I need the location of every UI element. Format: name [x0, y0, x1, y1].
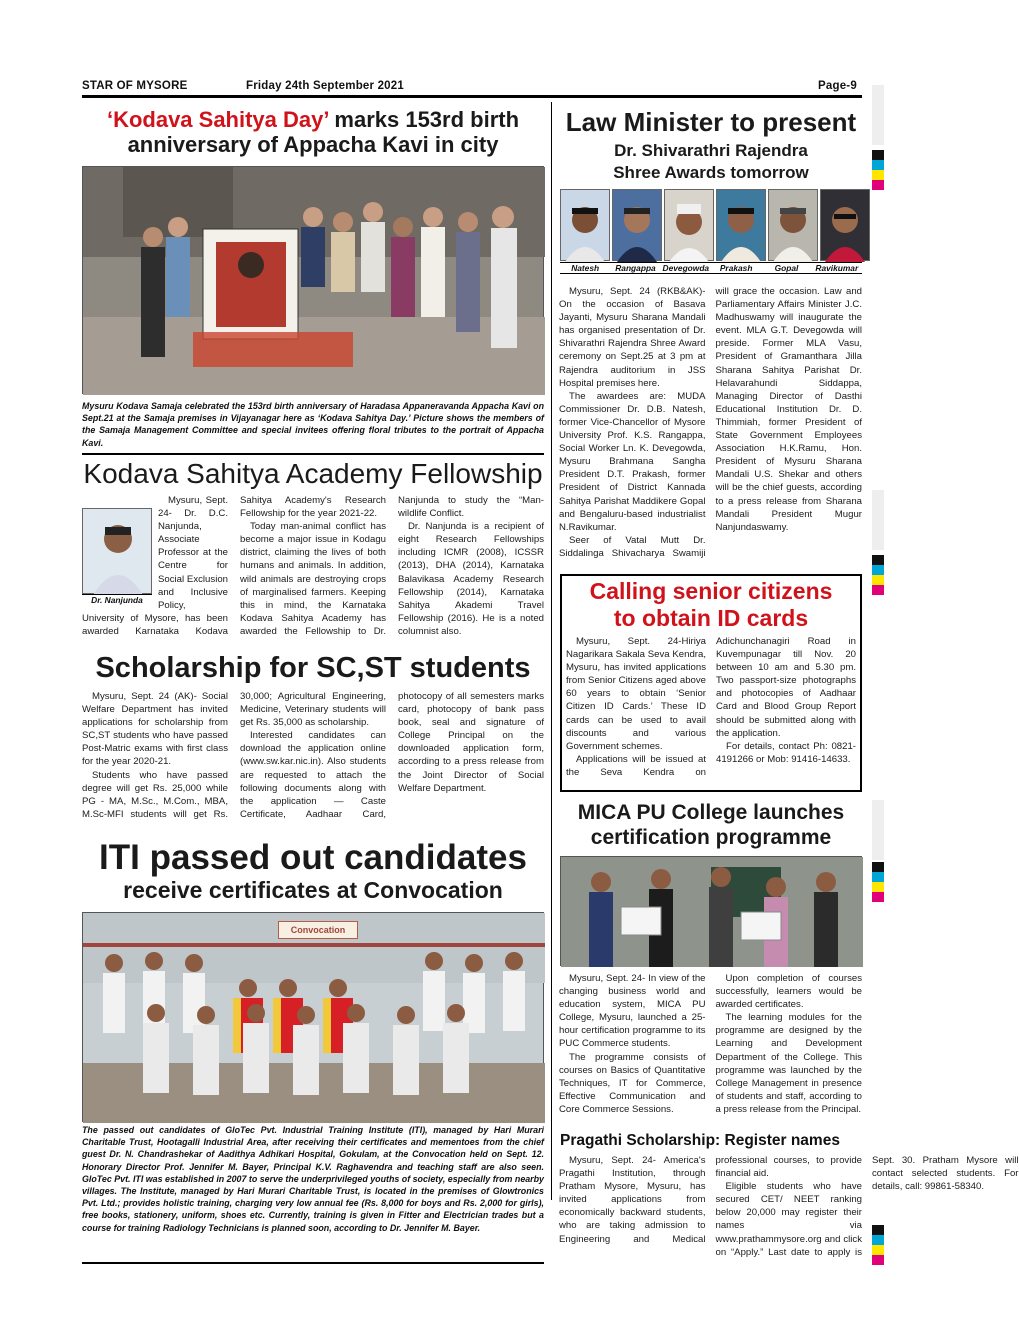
group-photo-illustration	[83, 913, 545, 1123]
portrait-natesh	[560, 189, 610, 261]
senior-citizens-body: Mysuru, Sept. 24-Hiriya Nagarikara Sakala Seva Kendra, Mysuru, has invited applications from Senior Citizens aged above 60 years to obtain ‘Senior Citizen ID Cards.’ These ID cards can be used to avail discounts and various Government schemes. Applications will be issued at the Seva Kendra on Adichunchanagiri Road in Kuvempunagar till Nov. 20 between 10 am and 5.30 pm. Two passport-size photographs and photocopies of Aadhaar Card and Blood Group Report should be submitted along with the application. For details, contact Ph: 0821-4191266 or Mob: 91416-14633.	[566, 636, 856, 778]
color-registration-mark	[872, 555, 884, 595]
section-rule	[82, 453, 544, 455]
awardee-names	[560, 262, 862, 274]
fellowship-headline: Kodava Sahitya Academy Fellowship	[83, 458, 543, 489]
pragathi-headline: Pragathi Scholarship: Register names	[560, 1132, 840, 1149]
kodava-day-headline: ‘Kodava Sahitya Day’ marks 153rd birth anniversary of Appacha Kavi in city	[106, 107, 520, 157]
law-subhead: Dr. Shivarathri Rajendra Shree Awards tomorrow	[613, 141, 809, 182]
fellowship-portrait-caption: Dr. Nanjunda	[82, 594, 152, 605]
scholarship-headline: Scholarship for SC,ST students	[95, 652, 531, 684]
kodava-day-photo	[82, 166, 544, 394]
mica-headline: MICA PU College launches certification programme	[577, 801, 845, 849]
law-headline: Law Minister to present	[565, 107, 857, 137]
portrait-ravikumar	[820, 189, 870, 261]
scholarship-body: Mysuru, Sept. 24 (AK)- Social Welfare Department has invited applications for scholarship from SC,ST students who have passed Post-Matric exams with first class for the year 2020-21. Students who have passed degree will get Rs. 25,000 while PG - MA, M.Sc., M.Com., MBA, M.Sc-MFI students will get Rs. 30,000; Agricultural Engineering, Medicine, Veterinary students will get Rs. 35,000 as scholarship. Interested candidates can download the application online (www.sw.kar.nic.in). Also students are requested to attach the following documents along with the application — Caste Certificate, Aadhaar Card, photocopy of all semesters marks card, photocopy of bank pass book, seal and signature of College Principal on the downloaded application form, according to a press release from the Joint Director of Social Welfare Department.	[82, 691, 544, 820]
awardee-name: Ravikumar	[815, 263, 859, 273]
portrait-prakash	[716, 189, 766, 261]
kodava-day-headline-highlight: ‘Kodava Sahitya Day’	[106, 107, 329, 132]
iti-headline: ITI passed out candidates	[99, 838, 527, 877]
header-rule	[82, 95, 862, 98]
column-divider	[551, 102, 552, 1200]
law-body: Mysuru, Sept. 24 (RKB&AK)- On the occasion of Basava Jayanti, Mysuru Sharana Mandali has organised presentation of Dr. Shivarathri Rajendra Shree Award ceremony on Sept.25 at 3 pm at Rajendra auditorium in JSS Hospital premises here. The awardees are: MUDA Commissioner Dr. D.B. Natesh, former Vice-Chancellor of Mysore University Prof. K.S. Rangappa, Social Worker Ln. K. Devegowda, Mysuru Brahmana Sangha President D.T. Prakash, former President of District Kannada Sahitya Parishat Maddikere Gopal and Bengaluru-based industrialist N.Ravikumar. Seer of Vatal Mutt Dr. Siddalinga Shivacharya Swamiji will grace the occasion. Law and Parliamentary Affairs Minister J.C. Madhuswamy will inaugurate the event. MLA G.T. Devegowda will preside. Former MLA Vasu, President of Gramanthara Jilla Sharana Sahitya Parishat Dr. Helavarahundi Siddappa, Managing Director of Dasthi Educational Institution Dr. D. Thimmiah, former President of State Government Employees Association H.K.Ramu, Hon. President of Mysuru Sharana Mandali U.S. Shekar and others will be the chief guests, according to a press release from Sharana Mandali President Mugur Nanjundaswamy.	[559, 286, 862, 559]
awardee-name: Rangappa	[615, 263, 656, 273]
pragathi-body: Mysuru, Sept. 24- America's Pragathi Institution, through Pratham Mysore, Mysuru, has invited applications from economically backward students, who are taking admission to Engineering and Medical professional courses, to provide financial aid. Eligible students who have secured CET/ NEET ranking below 20,000 may register their names via www.prathammysore.org and click on “Apply.” Last date to apply is Sept. 30. Pratham Mysore will contact selected students. For details, call: 99861-58340.	[559, 1155, 1019, 1258]
color-registration-mark	[872, 150, 884, 190]
portrait-spacer	[82, 494, 158, 608]
masthead-paper-name: STAR OF MYSORE	[82, 80, 188, 92]
iti-caption: The passed out candidates of GloTec Pvt. Industrial Training Institute (ITI), managed by Hari Murari Charitable Trust, Hootagalli Industrial Area, after receiving their certificates and mementoes from the chief guest Dr. N. Chandrashekar of Aadithya Adhikari Hospital, Gokulam, at the Convocation held on Sept. 12. Honorary Director Prof. Jennifer M. Bayer, Principal K.V. Raghavendra and teaching staff are also seen. GloTec Pvt. ITI was established in 2007 to serve the underprivileged youths of society, especially from nearby villages. The Institute, managed by Hari Murari Charitable Trust, is located in the premises of Glowtronics Pvt. Ltd.; provides holistic training, charging very low annual fee (Rs. 8,000 for boys and Rs. 2,000 for girls), free books, stationery, uniform, shoes etc. Currently, training is given in Fitter and Electrician trades but a course for training Radiology Technicians is planned soon, according to Dr. Jennifer M. Bayer.	[82, 1125, 544, 1233]
page-number: Page-9	[818, 80, 857, 92]
kodava-day-caption: Mysuru Kodava Samaja celebrated the 153rd birth anniversary of Haradasa Appaneravanda Appacha Kavi on Sept.21 at the Samaja premises in Vijayanagar here as ‘Kodava Sahitya Day.’ Picture shows the members of the Samaja Management Committee and special invitees offering floral tributes to the portrait of Appacha Kavi.	[82, 401, 544, 448]
section-rule	[82, 1262, 544, 1264]
print-margin-strip	[872, 85, 884, 145]
crowd-photo-illustration	[83, 167, 545, 395]
ceremony-photo-illustration	[561, 857, 863, 967]
iti-subhead: receive certificates at Convocation	[123, 877, 503, 903]
portrait-devegowda	[664, 189, 714, 261]
awardee-name: Gopal	[774, 263, 799, 273]
print-margin-strip	[872, 800, 884, 860]
masthead-date: Friday 24th September 2021	[246, 80, 404, 92]
mica-photo	[560, 856, 862, 966]
fellowship-body: Mysuru, Sept. 24- Dr. D.C. Nanjunda, Associate Professor at the Centre for Social Exclusion and Inclusive Policy, University of Mysore, has been awarded Karnataka Kodava Sahitya Academy's Research Fellowship for the year 2021-22. Today man-animal conflict has become a major issue in Kodagu district, claiming the lives of both humans and animals. In addition, wild animals are destroying crops of marginalised farmers. Keeping this in mind, the Karnataka Kodava Sahitya Academy has awarded the Fellowship to Dr. Nanjunda to study the “Man-wildlife Conflict. Dr. Nanjunda is a recipient of eight Research Fellowships including ICMR (2008), ICSSR (2013), DHA (2014), Karnataka Balavikasa Academy Research Fellowship (2014), Karnataka Sahitya Akademi Travel Fellowship (2016). He is a noted columnist also.	[82, 495, 544, 637]
color-registration-mark	[872, 1225, 884, 1265]
senior-citizens-headline: Calling senior citizens to obtain ID cards	[589, 578, 833, 631]
iti-convocation-photo	[82, 912, 544, 1122]
awardee-name: Prakash	[719, 263, 753, 273]
portrait-gopal	[768, 189, 818, 261]
color-registration-mark	[872, 862, 884, 902]
mica-body: Mysuru, Sept. 24- In view of the changing business world and education system, MICA PU College, Mysuru, launched a 25-hour certification programme to its PUC Commerce students. The programme consists of courses on Basics of Quantitative Techniques, IT for Commerce, Effective Communication and Core Commerce Sessions. Upon completion of courses successfully, learners would be awarded certificates. The learning modules for the programme are designed by the Learning and Development Department of the College. This programme was launched by the College Management in presence of students and staff, according to a press release from the Principal.	[559, 973, 862, 1115]
portrait-rangappa	[612, 189, 662, 261]
awardee-name: Natesh	[571, 263, 600, 273]
awardee-name: Devegowda	[662, 263, 710, 273]
convocation-banner: Convocation	[278, 921, 358, 939]
print-margin-strip	[872, 490, 884, 550]
awardee-portraits	[560, 189, 862, 261]
